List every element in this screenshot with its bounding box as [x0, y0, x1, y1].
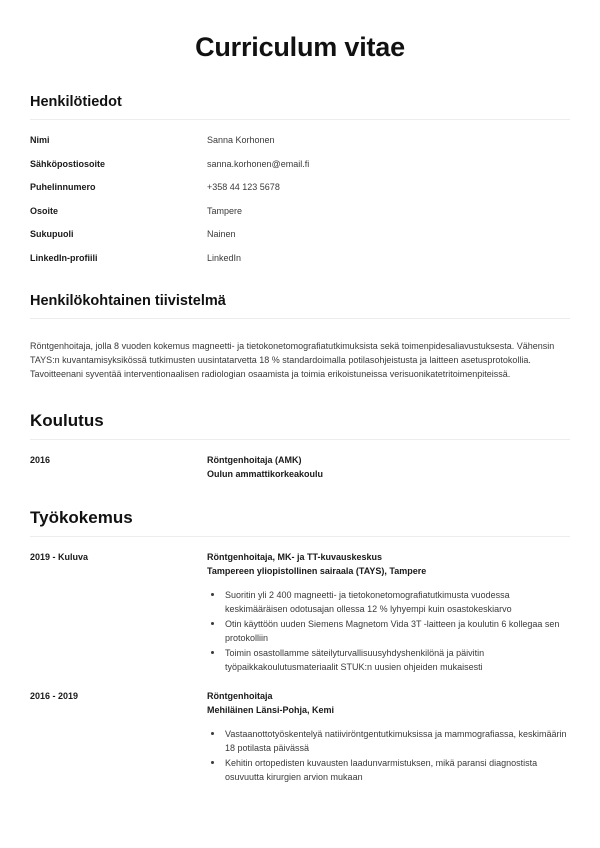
detail-label: Sähköpostiosoite	[30, 158, 106, 169]
list-item	[207, 756, 570, 784]
education-period: 2016	[30, 455, 51, 466]
experience-employer: Tampereen yliopistollinen sairaala (TAYS), Tampere	[207, 565, 427, 576]
table-row	[30, 252, 570, 264]
bullet-icon	[211, 622, 214, 625]
bullet-text: Suoritin yli 2 400 magneetti- ja tietokonetomografiatutkimusta vuodessa keskimääräisen odotusajan ollessa 12 % lyhyempi kuin osastokeskiarvo	[225, 590, 512, 615]
section-heading-personal-details: Henkilötiedot	[30, 94, 122, 110]
experience-bullet-list	[207, 588, 570, 674]
section-education	[30, 409, 570, 481]
table-row	[30, 228, 570, 240]
education-entry	[30, 454, 570, 481]
section-experience	[30, 506, 570, 785]
section-heading-education: Koulutus	[30, 411, 104, 431]
education-institution: Oulun ammattikorkeakoulu	[207, 468, 324, 479]
page-title: Curriculum vitae	[195, 32, 405, 62]
experience-employer: Mehiläinen Länsi-Pohja, Kemi	[207, 704, 335, 715]
bullet-text: Kehitin ortopedisten kuvausten laadunvarmistuksen, mikä paransi diagnostista osuvuutta kirurgien arvion mukaan	[225, 758, 538, 783]
section-divider	[30, 318, 570, 319]
linkedin-profile-link[interactable]: LinkedIn	[207, 252, 242, 263]
section-divider	[30, 119, 570, 120]
education-degree: Röntgenhoitaja (AMK)	[207, 455, 302, 466]
bullet-icon	[211, 732, 214, 735]
detail-label: LinkedIn-profiili	[30, 252, 98, 263]
detail-label: Nimi	[30, 135, 50, 145]
table-row	[30, 181, 570, 193]
bullet-text: Vastaanottotyöskentelyä natiiviröntgentutkimuksissa ja mammografiassa, keskimäärin 18 potilasta päivässä	[225, 729, 567, 754]
experience-entry	[30, 551, 570, 675]
experience-period: 2016 - 2019	[30, 691, 79, 702]
table-row	[30, 158, 570, 170]
detail-value: sanna.korhonen@email.fi	[207, 158, 310, 169]
experience-role: Röntgenhoitaja, MK- ja TT-kuvauskeskus	[207, 552, 383, 563]
detail-value: Sanna Korhonen	[207, 135, 275, 145]
detail-label: Puhelinnumero	[30, 182, 96, 192]
section-divider	[30, 536, 570, 537]
bullet-icon	[211, 651, 214, 654]
bullet-text: Otin käyttöön uuden Siemens Magnetom Vida 3T -laitteen ja koulutin 6 kollegaa sen protokolliin	[225, 619, 560, 644]
table-row	[30, 134, 570, 146]
personal-details-table	[30, 134, 570, 264]
section-divider	[30, 439, 570, 440]
experience-entry	[30, 690, 570, 785]
bullet-text: Toimin osastollamme säteilyturvallisuusyhdyshenkilönä ja päivitin työpaikkakoulutusmateriaalit STUK:n uusien ohjeiden mukaisesti	[225, 648, 485, 673]
table-row	[30, 205, 570, 217]
section-heading-summary: Henkilökohtainen tiivistelmä	[30, 292, 226, 309]
detail-value: +358 44 123 5678	[207, 182, 280, 192]
list-item	[207, 646, 570, 674]
detail-value: Nainen	[207, 229, 236, 239]
section-heading-experience: Työkokemus	[30, 508, 133, 528]
detail-value: Tampere	[207, 205, 243, 216]
list-item	[207, 588, 570, 616]
list-item	[207, 617, 570, 645]
experience-period: 2019 - Kuluva	[30, 552, 89, 563]
bullet-icon	[211, 593, 214, 596]
bullet-icon	[211, 761, 214, 764]
section-personal-details	[30, 92, 570, 264]
detail-label: Sukupuoli	[30, 229, 74, 239]
detail-label: Osoite	[30, 205, 59, 216]
summary-text: Röntgenhoitaja, jolla 8 vuoden kokemus magneetti- ja tietokonetomografiatutkimuksista sekä toimenpidesaliavustuksesta. Vähensin TAYS:n kuvantamisyksikössä tutkimusten uusintatarvetta 18 % standardoimalla potilasohjeistusta ja laitteen asetusprotokollia. Tavoitteenani syventää interventionaalisen radiologian osaamista ja toimia erikoistuneissa verisuonikatetritoimenpiteissä.	[30, 340, 555, 379]
list-item	[207, 727, 570, 755]
section-summary	[30, 291, 570, 382]
experience-bullet-list	[207, 727, 570, 784]
experience-role: Röntgenhoitaja	[207, 691, 273, 702]
